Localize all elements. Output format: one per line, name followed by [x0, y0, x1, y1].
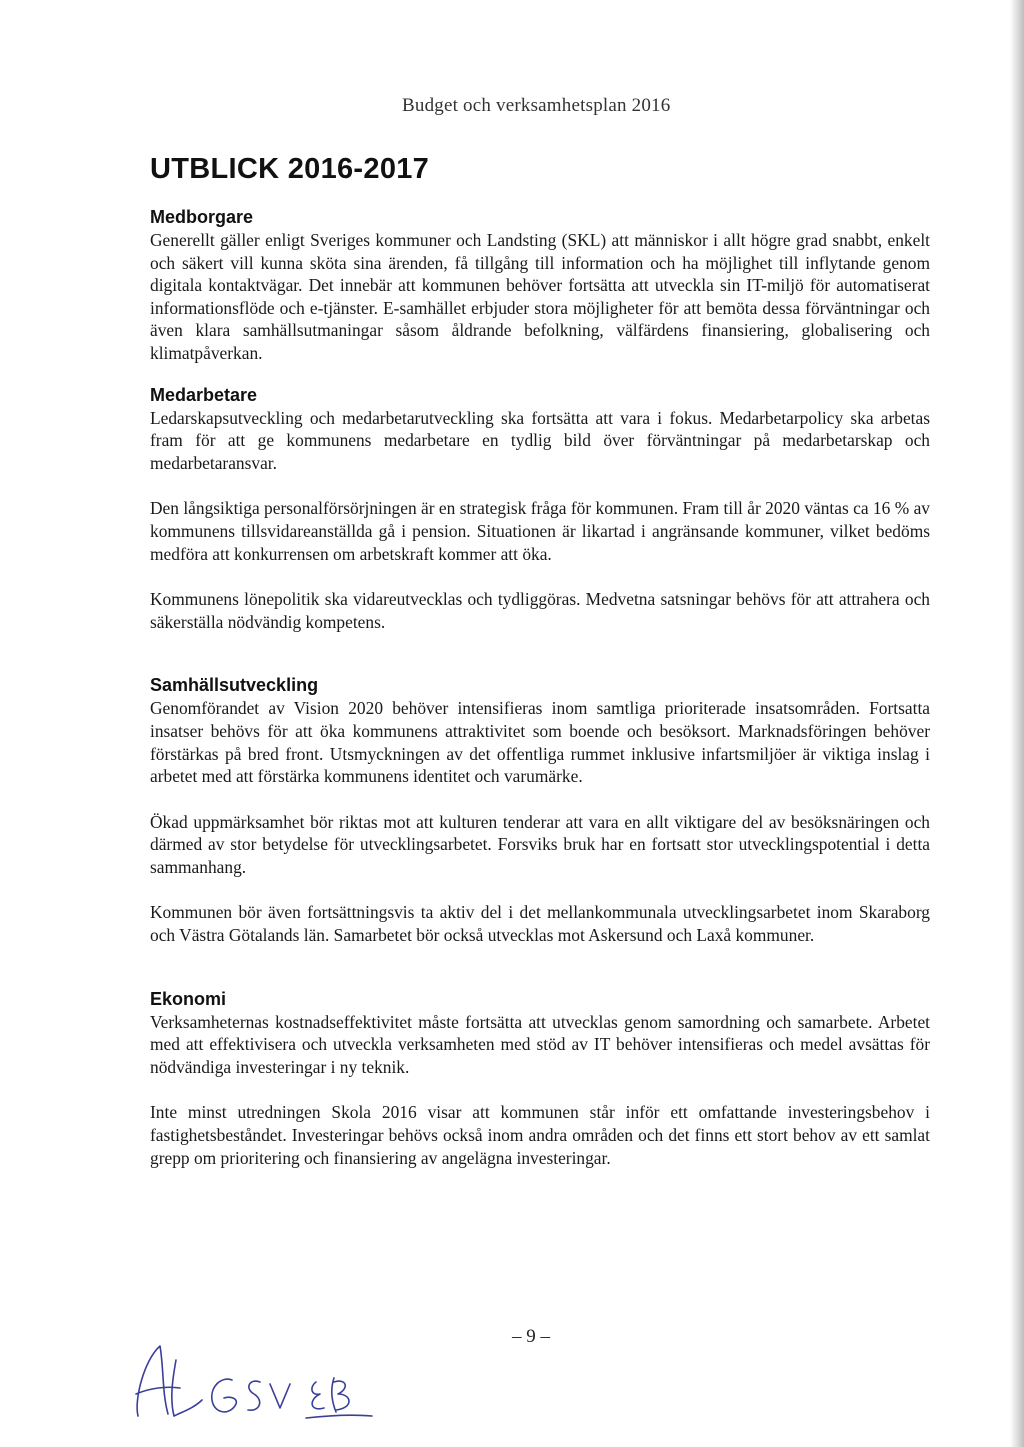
section-ekonomi	[150, 987, 930, 1170]
document-body	[150, 205, 930, 1169]
paragraph: Den långsiktiga personalförsörjningen är en strategisk fråga för kommunen. Fram till år 2020 väntas ca 16 % av kommunens tillsvidareanställda gå i pension. Situationen är likartad i angränsande kommuner, vilket bedöms medföra att konkurrensen om arbetskraft kommer att öka.	[150, 498, 930, 564]
scan-edge	[1010, 0, 1024, 1447]
handwritten-initials	[110, 1330, 380, 1430]
paragraph: Ledarskapsutveckling och medarbetarutveckling ska fortsätta att vara i fokus. Medarbetarpolicy ska arbetas fram för att ge kommunens medarbetare en tydlig bild över förväntningar på medarbetarskap och medarbetaransvar.	[150, 407, 930, 473]
paragraph: Inte minst utredningen Skola 2016 visar att kommunen står inför ett omfattande investeringsbehov i fastighetsbeståndet. Investeringar behövs också inom andra områden och det finns ett stort behov av ett samlat grepp om prioritering och finansiering av angelägna investeringar.	[150, 1102, 930, 1168]
page-number: – 9 –	[512, 1326, 550, 1347]
section-medarbetare	[150, 383, 930, 634]
section-heading-medborgare: Medborgare	[150, 207, 254, 227]
running-header: Budget och verksamhetsplan 2016	[402, 95, 671, 116]
section-samhallsutveckling	[150, 673, 930, 946]
section-heading-ekonomi: Ekonomi	[150, 988, 227, 1009]
paragraph: Genomförandet av Vision 2020 behöver intensifieras inom samtliga prioriterade insatsområden. Fortsatta insatser behövs för att öka kommunens attraktivitet som boende och besöksort. Marknadsföringen behöver förstärkas på bred front. Utsmyckningen av det offentliga rummet inklusive infartsmiljöer är viktiga inslag i arbetet med att förstärka kommunens identitet och varumärke.	[150, 698, 930, 787]
paragraph: Verksamheternas kostnadseffektivitet måste fortsätta att utvecklas genom samordning och samarbete. Arbetet med att effektivisera och utveckla verksamheten med stöd av IT behöver intensifieras och medel avsättas för nödvändiga investeringar i ny teknik.	[150, 1011, 930, 1077]
section-heading-medarbetare: Medarbetare	[150, 384, 258, 405]
paragraph: Kommunen bör även fortsättningsvis ta aktiv del i det mellankommunala utvecklingsarbetet inom Skaraborg och Västra Götalands län. Samarbetet bör också utvecklas mot Askersund och Laxå kommuner.	[150, 902, 930, 946]
page-title: UTBLICK 2016-2017	[150, 153, 430, 185]
section-heading-samhallsutveckling: Samhällsutveckling	[150, 675, 319, 696]
section-medborgare	[150, 205, 930, 365]
paragraph: Kommunens lönepolitik ska vidareutvecklas och tydliggöras. Medvetna satsningar behövs för att attrahera och säkerställa nödvändig kompetens.	[150, 589, 930, 632]
paragraph: Generellt gäller enligt Sveriges kommuner och Landsting (SKL) att människor i allt högre grad snabbt, enkelt och säkert vill kunna sköta sina ärenden, få tillgång till information och ha möjlighet till inflytande genom digitala kontaktvägar. Det innebär att kommunen behöver fortsätta att utveckla sin IT-miljö för automatiserat informationsflöde och e-tjänster. E-samhället erbjuder stora möjligheter för att bemöta dessa förväntningar och även klara samhällsutmaningar såsom åldrande befolkning, välfärdens finansiering, globalisering och klimatpåverkan.	[150, 230, 930, 363]
paragraph: Ökad uppmärksamhet bör riktas mot att kulturen tenderar att vara en allt viktigare del av besöksnäringen och därmed av stor betydelse för utvecklingsarbetet. Forsviks bruk har en fortsatt stor utvecklingspotential i detta sammanhang.	[150, 811, 930, 877]
